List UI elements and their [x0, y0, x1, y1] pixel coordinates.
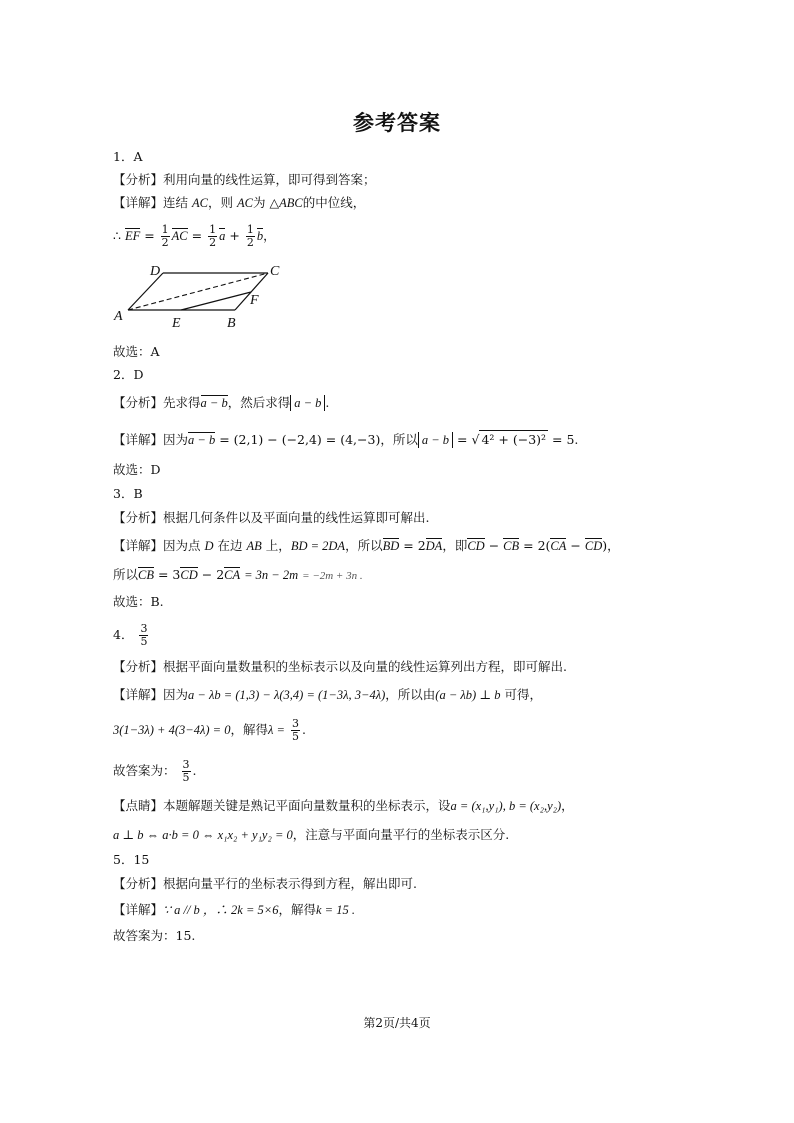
q3-choose: 故选：B.: [113, 594, 164, 609]
q4-equation: [113, 715, 306, 745]
plus: +: [229, 228, 240, 243]
analysis-text: 根据几何条件以及平面向量的线性运算即可解出.: [163, 510, 430, 525]
math-triangle: △ABC: [269, 196, 303, 210]
analysis-text: 利用向量的线性运算，即可得到答案；: [163, 172, 376, 187]
half-fraction: $\frac{1}{2}$: [246, 223, 254, 249]
period: .: [301, 722, 306, 737]
math-ab: AB: [246, 539, 262, 553]
analysis-tag: 【分析】: [113, 659, 164, 674]
half-fraction: $\frac{1}{2}$: [209, 223, 217, 249]
answer-label: 故答案为：: [113, 763, 176, 778]
label-b: B: [227, 316, 236, 331]
detail-text: 为: [252, 195, 266, 210]
lambda-label: λ =: [267, 723, 285, 737]
abs-a-minus-b: a − b: [418, 432, 453, 448]
page-title: 参考答案: [353, 111, 441, 135]
review-text-2: ，注意与平面向量平行的坐标表示区分.: [292, 827, 510, 842]
q1-analysis: [113, 171, 376, 189]
label-e: E: [172, 316, 181, 331]
detail-text: 因为: [163, 432, 189, 447]
analysis-text: ，然后求得: [227, 395, 291, 410]
diagonal-ac: [128, 273, 268, 310]
answer-fraction: $\frac{3}{5}$: [140, 622, 148, 648]
analysis-text: 根据向量平行的坐标表示得到方程，解出即可.: [163, 876, 417, 891]
abs-a-minus-b: a − b: [290, 395, 325, 411]
parallelogram-figure: [108, 258, 298, 336]
detail-text: ，所以: [380, 432, 418, 447]
analysis-tag: 【分析】: [113, 395, 164, 410]
detail-answer: k = 15 .: [315, 903, 355, 917]
q2-choose: 故选：D: [113, 462, 161, 477]
vec-a-minus-b: a − b: [188, 433, 216, 447]
detail-text: 在边: [217, 538, 243, 553]
equals-two-paren: = 2(: [523, 538, 551, 553]
vec-cd: CD: [584, 539, 603, 553]
minus: −: [570, 538, 581, 553]
equals-two: = 2: [403, 538, 426, 553]
paren-close: )，: [602, 538, 620, 553]
segment-ef: [181, 292, 251, 310]
label-c: C: [270, 264, 280, 279]
detail-text: 所以: [113, 567, 139, 582]
q4-final: [113, 756, 196, 786]
q4-review: [113, 797, 574, 815]
label-d: D: [150, 264, 161, 279]
period: .: [325, 395, 330, 410]
label-f: F: [250, 293, 259, 308]
review-text: 本题解题关键是熟记平面向量数量积的坐标表示，设: [163, 798, 451, 813]
vec-cd: CD: [467, 539, 485, 553]
page-footer: 第2页/共4页: [363, 1016, 431, 1030]
review-expr-2: a ⊥ b ⇔ a·b = 0 ⇔ x₁x₂ + y₁y₂ = 0: [113, 828, 293, 842]
detail-text: ，解得: [278, 902, 316, 917]
vec-ca: CA: [224, 568, 241, 582]
vec-bd: BD: [382, 539, 400, 553]
answer-number: 4．: [113, 627, 134, 642]
detail-expr: a − λb = (1,3) − λ(3,4) = (1−3λ, 3−4λ): [188, 688, 386, 702]
detail-tag: 【详解】: [113, 902, 164, 917]
vec-b: b: [256, 229, 264, 243]
q5-analysis: [113, 875, 417, 893]
q3-detail: [113, 537, 620, 555]
q2-answer: 2．D: [113, 367, 144, 382]
expr: = 3: [157, 567, 181, 582]
analysis-text: 根据平面向量数量积的坐标表示以及向量的线性运算列出方程，即可解出.: [163, 659, 567, 674]
q5-choose: 故答案为：15.: [113, 928, 196, 943]
q4-review-2: [113, 826, 509, 844]
vec-cb: CB: [503, 539, 520, 553]
half-fraction: $\frac{1}{2}$: [161, 223, 169, 249]
expr-mn: = 3n − 2m: [244, 568, 299, 582]
detail-condition: (a − λb) ⊥ b: [435, 688, 501, 702]
detail-tag: 【详解】: [113, 195, 164, 210]
q2-analysis: [113, 394, 329, 412]
detail-text: 因为: [163, 687, 189, 702]
expr: − 2: [201, 567, 225, 582]
lambda-fraction: $\frac{3}{5}$: [291, 717, 299, 743]
detail-text: 连结: [163, 195, 189, 210]
detail-text: 可得，: [504, 687, 542, 702]
sqrt-expr: 4² + (−3)²: [481, 432, 547, 447]
label-a: A: [114, 309, 123, 324]
vec-a-minus-b: a − b: [200, 396, 228, 410]
math-bd-eq: BD = 2DA: [290, 539, 346, 553]
expr-mn-alt: = −2m + 3n .: [302, 570, 363, 582]
detail-text: ，即: [442, 538, 468, 553]
q3-analysis: [113, 509, 430, 527]
vec-da: DA: [425, 539, 443, 553]
math-d: D: [204, 539, 214, 553]
detail-result: = 5.: [552, 432, 579, 447]
vec-ca: CA: [550, 539, 567, 553]
detail-text: ，则: [208, 195, 234, 210]
vec-a: a: [219, 229, 226, 243]
detail-text: 因为点: [163, 538, 201, 553]
equation: 3(1−3λ) + 4(3−4λ) = 0: [113, 723, 231, 737]
q4-answer: [113, 620, 150, 650]
vec-ef: EF: [124, 229, 141, 243]
q3-result: [113, 566, 363, 585]
detail-expr: ∵ a // b ，∴ 2k = 5×6: [163, 903, 279, 917]
comma: ，: [561, 798, 574, 813]
equals: =: [457, 432, 468, 447]
detail-text: ，所以由: [385, 687, 436, 702]
vec-cb: CB: [138, 568, 154, 582]
comma: ，: [263, 228, 276, 243]
period: .: [192, 763, 197, 778]
detail-text: ，所以: [345, 538, 383, 553]
q1-detail: [113, 194, 365, 212]
analysis-tag: 【分析】: [113, 172, 164, 187]
answer-fraction: $\frac{3}{5}$: [182, 758, 190, 784]
q1-equation: [113, 222, 276, 250]
q4-analysis: [113, 658, 567, 676]
q5-answer: 5．15: [113, 852, 150, 867]
math-ac: AC: [237, 196, 253, 210]
analysis-tag: 【分析】: [113, 876, 164, 891]
detail-text: 的中位线，: [302, 195, 366, 210]
detail-text: 上，: [265, 538, 291, 553]
q4-detail: [113, 686, 542, 704]
detail-text: ，解得: [230, 722, 268, 737]
equals: =: [144, 228, 155, 243]
vec-ac: AC: [171, 229, 188, 243]
detail-tag: 【详解】: [113, 432, 164, 447]
q3-answer: 3．B: [113, 486, 143, 501]
vec-cd: CD: [180, 568, 198, 582]
math-ac: AC: [192, 196, 208, 210]
q1-choose: 故选：A: [113, 344, 160, 359]
review-tag: 【点睛】: [113, 798, 164, 813]
detail-tag: 【详解】: [113, 538, 164, 553]
q5-detail: [113, 901, 355, 919]
therefore-symbol: ∴: [113, 228, 121, 243]
equals: =: [191, 228, 203, 243]
detail-expr: = (2,1) − (−2,4) = (4,−3): [219, 432, 381, 447]
q1-answer: 1．A: [113, 149, 143, 164]
analysis-text: 先求得: [163, 395, 201, 410]
analysis-tag: 【分析】: [113, 510, 164, 525]
minus: −: [488, 538, 500, 553]
detail-tag: 【详解】: [113, 687, 164, 702]
review-expr: a = (x₁,y₁), b = (x₂,y₂): [450, 799, 562, 813]
q2-detail: 【详解】因为a − b = (2,1) − (−2,4) = (4,−3)，所以 a − b = √ 4² + (−3)² = 5.: [113, 432, 579, 447]
